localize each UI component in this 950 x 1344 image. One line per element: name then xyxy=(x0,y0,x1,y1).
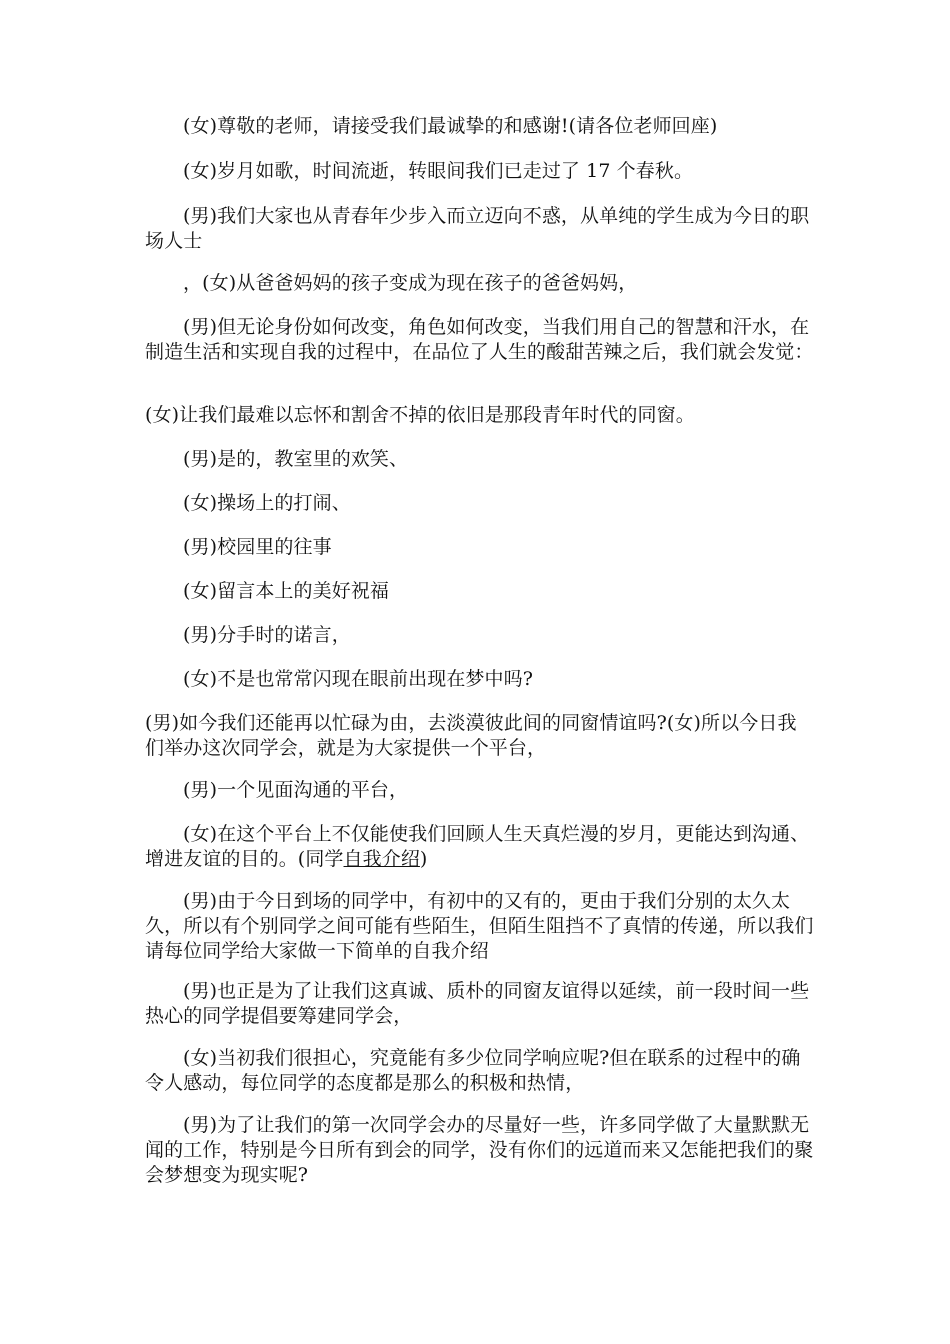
paragraph xyxy=(145,271,815,296)
paragraph-text: (男)分手时的诺言， xyxy=(183,624,351,646)
paragraph-text: (男)如今我们还能再以忙碌为由，去淡漠彼此间的同窗情谊吗?(女)所以今日我们举办这次同学会，就是为大家提供一个平台， xyxy=(145,712,797,759)
paragraph-text: ) xyxy=(419,848,428,870)
paragraph xyxy=(145,979,815,1029)
paragraph-text: (女)操场上的打闹、 xyxy=(183,492,351,514)
paragraph-text: (男)校园里的往事 xyxy=(183,536,332,558)
paragraph xyxy=(145,1046,815,1096)
paragraph xyxy=(145,447,815,472)
paragraph xyxy=(145,822,815,872)
paragraph-text: (男)但无论身份如何改变，角色如何改变，当我们用自己的智慧和汗水，在制造生活和实现自我的过程中，在品位了人生的酸甜苦辣之后，我们就会发觉： xyxy=(145,316,814,363)
paragraph xyxy=(145,535,815,560)
paragraph-text: (男)为了让我们的第一次同学会办的尽量好一些，许多同学做了大量默默无闻的工作，特别是今日所有到会的同学，没有你们的远道而来又怎能把我们的聚会梦想变为现实呢? xyxy=(145,1114,814,1186)
paragraph xyxy=(145,114,815,139)
paragraph xyxy=(145,159,815,184)
paragraph-text: (男)由于今日到场的同学中，有初中的又有的，更由于我们分别的太久太久，所以有个别同学之间可能有些陌生，但陌生阻挡不了真情的传递，所以我们请每位同学给大家做一下简单的自我介绍 xyxy=(145,890,814,962)
paragraph xyxy=(145,778,815,803)
paragraph-text: (女)尊敬的老师，请接受我们最诚挚的和感谢!(请各位老师回座) xyxy=(183,115,718,137)
paragraph-text: (女)不是也常常闪现在眼前出现在梦中吗? xyxy=(183,668,534,690)
paragraph xyxy=(145,711,815,761)
paragraph xyxy=(145,204,815,254)
paragraph-text: (男)一个见面沟通的平台， xyxy=(183,779,409,801)
paragraph xyxy=(145,579,815,604)
paragraph xyxy=(145,623,815,648)
self-introduction-link[interactable]: 自我介绍 xyxy=(343,848,420,870)
paragraph xyxy=(145,315,815,365)
paragraph-text: (女)岁月如歌，时间流逝，转眼间我们已走过了 17 个春秋。 xyxy=(183,160,694,182)
paragraph xyxy=(145,889,815,964)
paragraph-text: (女)在这个平台上不仅能使我们回顾人生天真烂漫的岁月，更能达到沟通、增进友谊的目的。(同学 xyxy=(145,823,810,870)
paragraph-text: (女)当初我们很担心，究竟能有多少位同学响应呢?但在联系的过程中的确令人感动，每位同学的态度都是那么的积极和热情， xyxy=(145,1047,801,1094)
paragraph-text: (男)我们大家也从青春年少步入而立迈向不惑，从单纯的学生成为今日的职场人士 xyxy=(145,205,810,252)
paragraph xyxy=(145,1113,815,1188)
paragraph xyxy=(145,403,815,428)
paragraph-text: (女)让我们最难以忘怀和割舍不掉的依旧是那段青年时代的同窗。 xyxy=(145,404,695,426)
paragraph-text: ，(女)从爸爸妈妈的孩子变成为现在孩子的爸爸妈妈， xyxy=(183,272,638,294)
paragraph-text: (男)是的，教室里的欢笑、 xyxy=(183,448,409,470)
paragraph xyxy=(145,667,815,692)
paragraph-text: (女)留言本上的美好祝福 xyxy=(183,580,390,602)
paragraph-text: (男)也正是为了让我们这真诚、质朴的同窗友谊得以延续，前一段时间一些热心的同学提倡要筹建同学会， xyxy=(145,980,810,1027)
paragraph xyxy=(145,491,815,516)
